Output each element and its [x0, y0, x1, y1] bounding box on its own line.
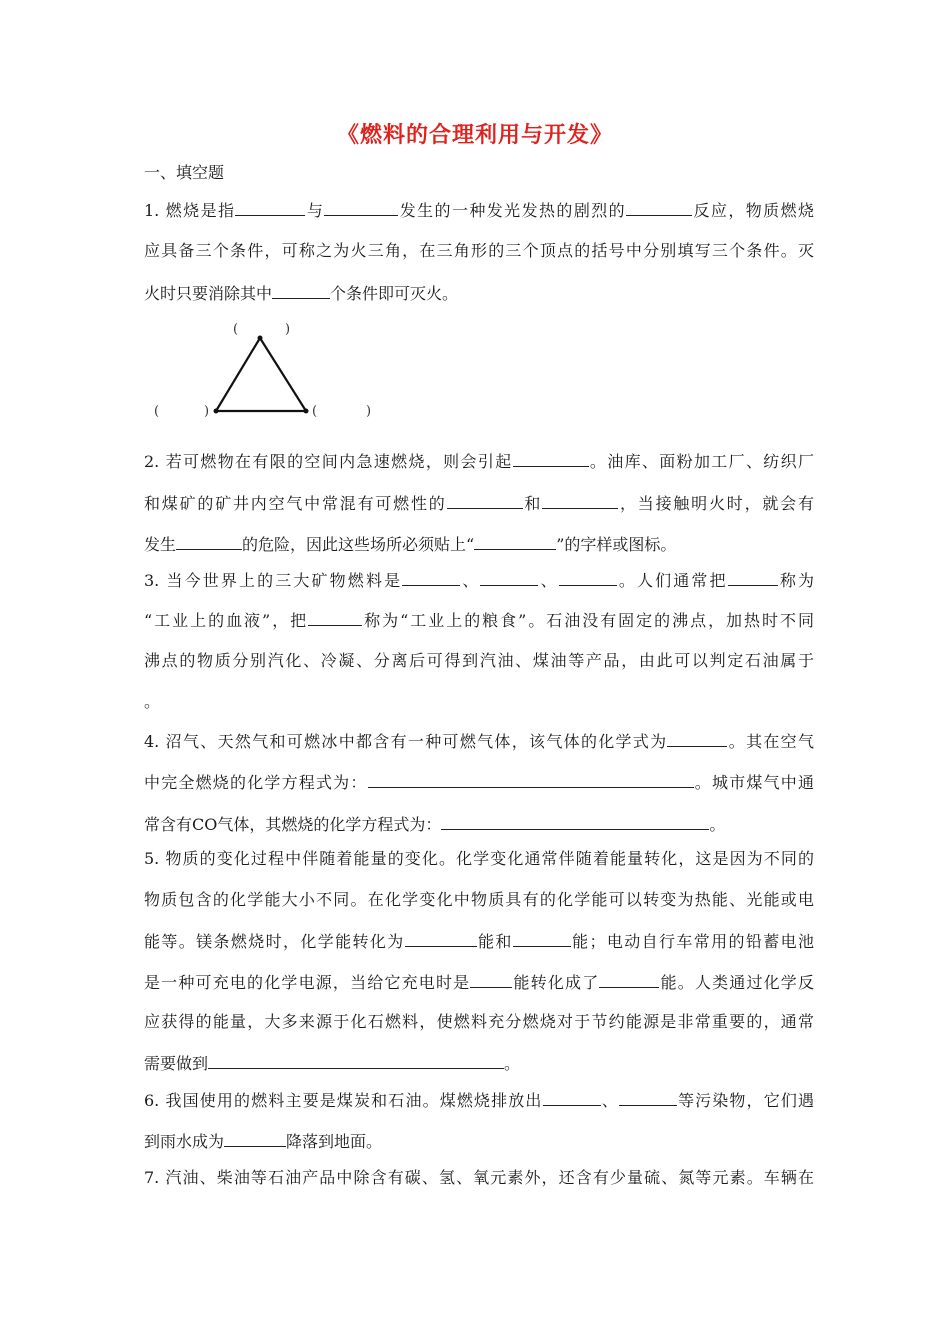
- answer-blank[interactable]: [728, 570, 778, 586]
- q5-line-1: 5. 物质的变化过程中伴随着能量的变化。化学变化通常伴随着能量转化，这是因为不同的: [144, 849, 814, 868]
- q7-line-1: 7. 汽油、柴油等石油产品中除含有碳、氢、氧元素外，还含有少量硫、氮等元素。车辆在: [144, 1168, 814, 1187]
- q5-line-3: 能等。镁条燃烧时，化学能转化为 能和 能；电动自行车常用的铅蓄电池: [144, 932, 814, 951]
- q1-line-2: 应具备三个条件，可称之为火三角，在三角形的三个顶点的括号中分别填写三个条件。灭: [144, 241, 814, 260]
- answer-blank[interactable]: [308, 610, 362, 626]
- answer-blank[interactable]: [513, 451, 589, 467]
- answer-blank[interactable]: [324, 200, 398, 216]
- fire-triangle-diagram: [144, 318, 384, 428]
- answer-blank[interactable]: [235, 200, 305, 216]
- q4-line-1: 4. 沼气、天然气和可燃冰中都含有一种可燃气体，该气体的化学式为 。其在空气: [144, 732, 814, 751]
- q3-line-3: 沸点的物质分别汽化、冷凝、分离后可得到汽油、煤油等产品，由此可以判定石油属于: [144, 651, 814, 670]
- page-title: 《燃料的合理利用与开发》: [336, 123, 613, 148]
- answer-blank[interactable]: [543, 1090, 601, 1106]
- answer-blank[interactable]: [272, 283, 330, 299]
- q3-line-1: 3. 当今世界上的三大矿物燃料是 、 、 。人们通常把 称为: [144, 571, 814, 590]
- answer-blank[interactable]: [626, 200, 692, 216]
- fire-triangle-icon: [144, 318, 384, 428]
- q4-line-2: 中完全燃烧的化学方程式为： 。城市煤气中通: [144, 773, 814, 792]
- answer-blank[interactable]: [470, 972, 512, 988]
- answer-blank[interactable]: [619, 1090, 677, 1106]
- section-heading: 一、填空题: [144, 163, 225, 182]
- q1-line-1: 1. 燃烧是指 与 发生的一种发光发热的剧烈的 反应，物质燃烧: [144, 201, 814, 220]
- answer-blank[interactable]: [559, 570, 617, 586]
- q2-line-2: 和煤矿的矿井内空气中常混有可燃性的 和 ，当接触明火时，就会有: [144, 494, 814, 513]
- q1-line-3: 火时只要消除其中 个条件即可灭火。: [144, 284, 459, 303]
- answer-blank[interactable]: [402, 570, 460, 586]
- answer-blank[interactable]: [542, 493, 618, 509]
- answer-blank[interactable]: [599, 972, 659, 988]
- q2-line-1: 2. 若可燃物在有限的空间内急速燃烧，则会引起 。油库、面粉加工厂、纺织厂: [144, 452, 814, 471]
- q6-line-1: 6. 我国使用的燃料主要是煤炭和石油。煤燃烧排放出 、 等污染物，它们遇: [144, 1091, 814, 1110]
- right-vertex-close-paren: ): [366, 404, 372, 419]
- q2-line-3: 发生 的危险，因此这些场所必须贴上“ ”的字样或图标。: [144, 535, 677, 554]
- q5-line-2: 物质包含的化学能大小不同。在化学变化中物质具有的化学能可以转变为热能、光能或电: [144, 890, 814, 909]
- answer-blank[interactable]: [447, 493, 523, 509]
- answer-blank[interactable]: [667, 731, 727, 747]
- top-vertex-close-paren: ): [285, 322, 291, 337]
- answer-blank[interactable]: [405, 931, 477, 947]
- answer-blank[interactable]: [224, 1131, 286, 1147]
- q5-line-4: 是一种可充电的化学电源，当给它充电时是 能转化成了 能。人类通过化学反: [144, 973, 814, 992]
- answer-blank[interactable]: [480, 570, 538, 586]
- q5-line-5: 应获得的能量，大多来源于化石燃料，使燃料充分燃烧对于节约能源是非常重要的，通常: [144, 1012, 814, 1031]
- q3-line-4: 。: [144, 692, 161, 711]
- q6-line-2: 到雨水成为 降落到地面。: [144, 1132, 383, 1151]
- left-vertex-open-paren: (: [154, 404, 160, 419]
- q3-line-2: “工业上的血液”，把 称为“工业上的粮食”。石油没有固定的沸点，加热时不同: [144, 611, 814, 630]
- top-vertex-open-paren: (: [233, 322, 239, 337]
- answer-blank[interactable]: [368, 772, 694, 788]
- answer-blank[interactable]: [208, 1053, 504, 1069]
- answer-blank[interactable]: [176, 534, 242, 550]
- q4-line-3: 常含有CO气体，其燃烧的化学方程式为： 。: [144, 815, 726, 834]
- q5-line-6: 需要做到 。: [144, 1054, 521, 1073]
- answer-blank[interactable]: [474, 534, 556, 550]
- right-vertex-open-paren: (: [312, 404, 318, 419]
- left-vertex-close-paren: ): [204, 404, 210, 419]
- answer-blank[interactable]: [513, 931, 571, 947]
- answer-blank[interactable]: [441, 814, 709, 830]
